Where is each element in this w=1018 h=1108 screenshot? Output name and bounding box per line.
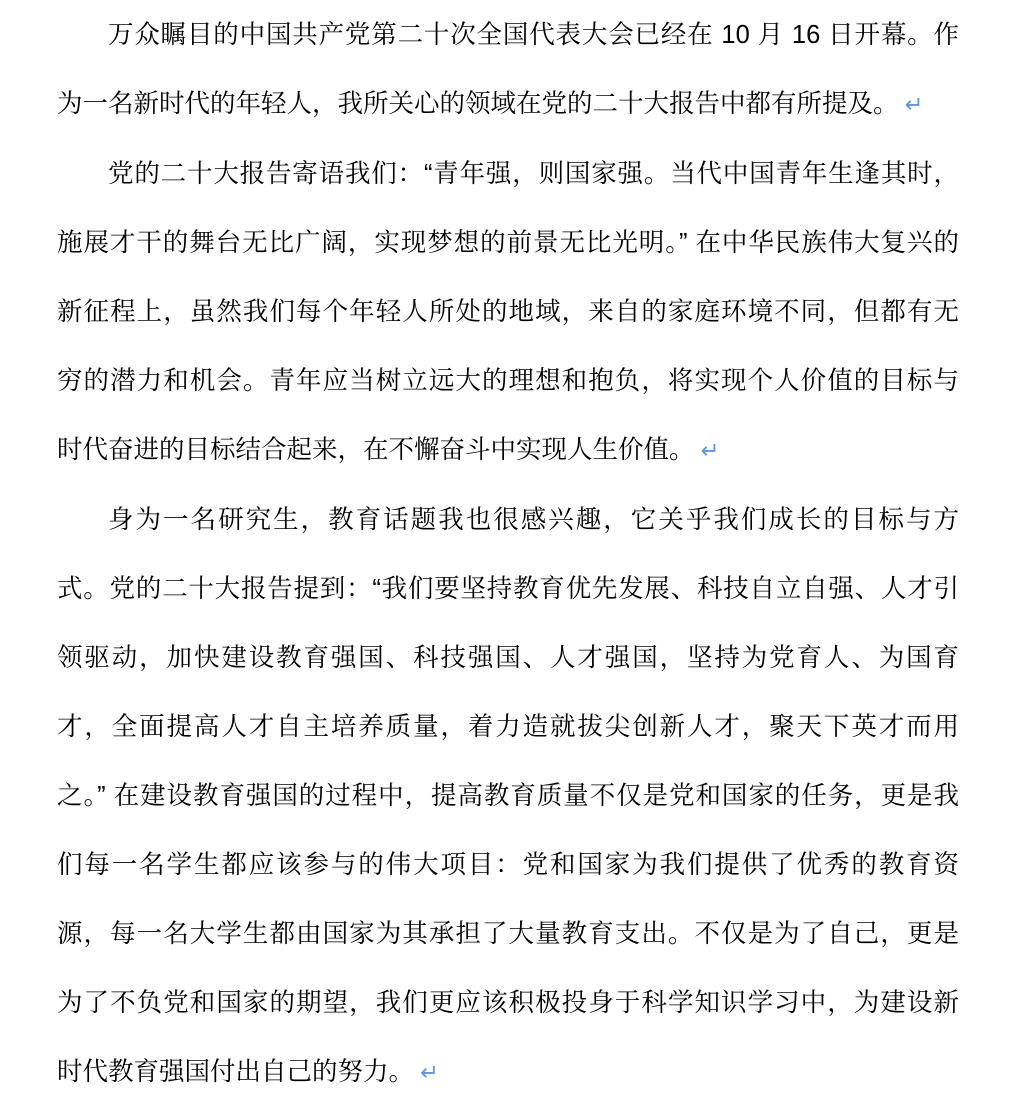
- line-text: 才，全面提高人才自主培养质量，着力造就拔尖创新人才，聚天下英才而用: [57, 713, 959, 741]
- text-line[interactable]: [57, 1, 959, 70]
- line-text: 为一名新时代的年轻人，我所关心的领域在党的二十大报告中都有所提及。: [57, 90, 899, 118]
- line-text: 领驱动，加快建设教育强国、科技强国、人才强国，坚持为党育人、为国育: [57, 644, 959, 672]
- line-text: 施展才干的舞台无比广阔，实现梦想的前景无比光明。” 在中华民族伟大复兴的: [57, 229, 959, 257]
- text-line[interactable]: [57, 969, 959, 1038]
- line-text: 为了不负党和国家的期望，我们更应该积极投身于科学知识学习中，为建设新: [57, 989, 959, 1017]
- text-line[interactable]: [57, 693, 959, 762]
- text-line[interactable]: [57, 70, 959, 140]
- text-line[interactable]: [57, 416, 959, 486]
- paragraph-mark-icon: ↵: [420, 1060, 439, 1086]
- paragraph: [57, 1, 959, 140]
- line-text: 时代奋进的目标结合起来，在不懈奋斗中实现人生价值。: [57, 436, 695, 464]
- line-text: 式。党的二十大报告提到：“我们要坚持教育优先发展、科技自立自强、人才引: [57, 575, 959, 603]
- text-line[interactable]: [57, 900, 959, 969]
- text-line[interactable]: [57, 1038, 959, 1108]
- text-line[interactable]: [57, 624, 959, 693]
- line-text: 穷的潜力和机会。青年应当树立远大的理想和抱负，将实现个人价值的目标与: [57, 367, 959, 395]
- paragraph: [57, 140, 959, 486]
- text-line[interactable]: [57, 831, 959, 900]
- text-line[interactable]: [57, 278, 959, 347]
- text-line[interactable]: [57, 555, 959, 624]
- paragraph: [57, 486, 959, 1108]
- text-line[interactable]: [57, 209, 959, 278]
- line-text: 党的二十大报告寄语我们：“青年强，则国家强。当代中国青年生逢其时，: [108, 160, 959, 188]
- line-text: 身为一名研究生，教育话题我也很感兴趣，它关乎我们成长的目标与方: [108, 506, 959, 534]
- line-text: 们每一名学生都应该参与的伟大项目：党和国家为我们提供了优秀的教育资: [57, 851, 959, 879]
- line-text: 之。” 在建设教育强国的过程中，提高教育质量不仅是党和国家的任务，更是我: [57, 782, 959, 810]
- paragraph-mark-icon: ↵: [904, 92, 924, 118]
- paragraph-mark-icon: ↵: [700, 438, 720, 464]
- line-text: 新征程上，虽然我们每个年轻人所处的地域，来自的家庭环境不同，但都有无: [57, 298, 959, 326]
- line-text: 时代教育强国付出自己的努力。: [57, 1058, 415, 1086]
- line-text: 万众瞩目的中国共产党第二十次全国代表大会已经在 10 月 16 日开幕。作: [108, 21, 959, 49]
- text-line[interactable]: [57, 486, 959, 555]
- text-line[interactable]: [57, 762, 959, 831]
- line-text: 源，每一名大学生都由国家为其承担了大量教育支出。不仅是为了自己，更是: [57, 920, 959, 948]
- text-line[interactable]: [57, 140, 959, 209]
- text-line[interactable]: [57, 347, 959, 416]
